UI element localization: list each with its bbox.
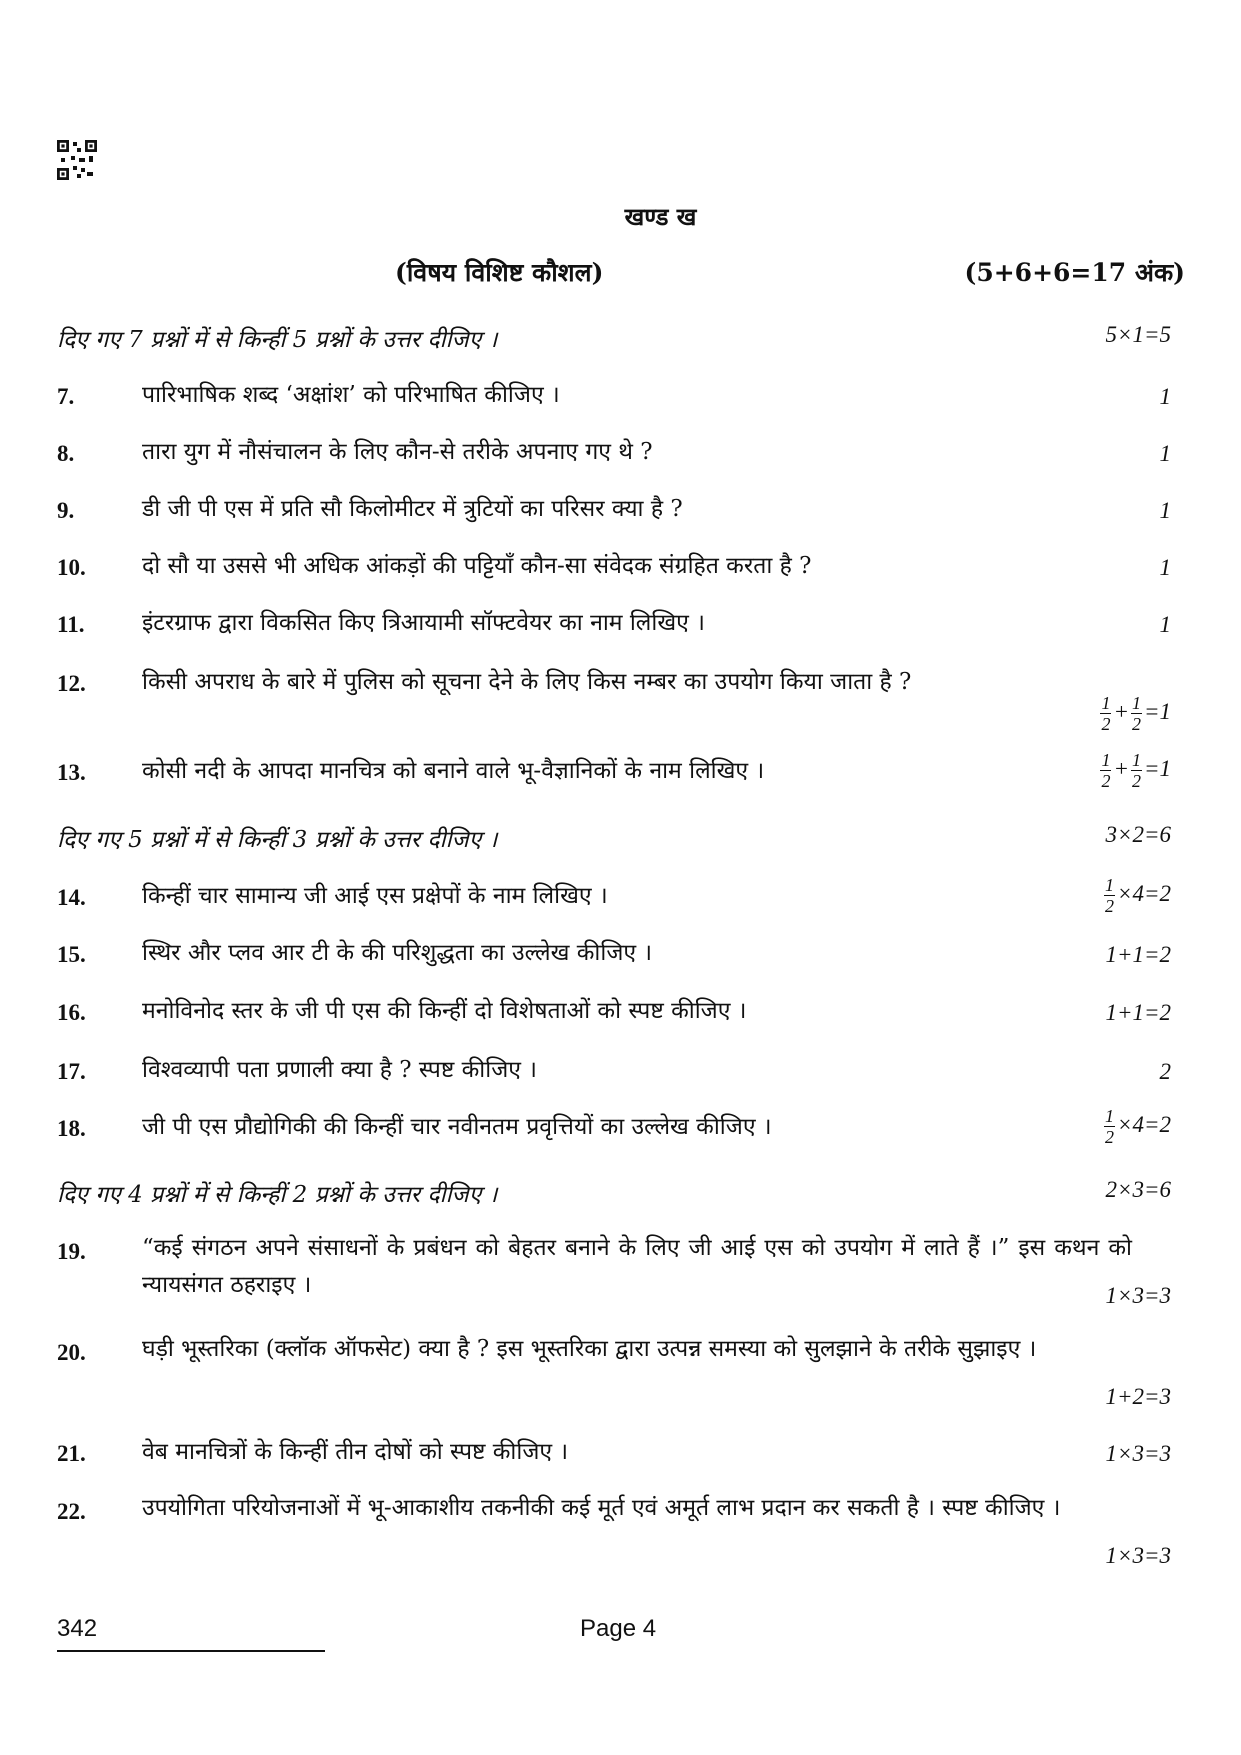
footer-divider [57, 1650, 325, 1652]
instruction-marks: 2×3=6 [1105, 1177, 1171, 1202]
question-marks [1102, 1106, 1171, 1147]
qr-code-icon [57, 140, 97, 180]
question-text: “कई संगठन अपने संसाधनों के प्रबंधन को बेहतर बनाने के लिए जी आई एस को उपयोग में लाते हैं ।” इस कथन को न्यायसंगत ठहराइए । [142, 1235, 1132, 1298]
page-number: Page 4 [580, 1615, 657, 1642]
question-number: 14. [57, 885, 86, 910]
fraction: $\frac{1}{2}$ [1131, 750, 1141, 791]
question-paper-code: 342 [57, 1615, 98, 1642]
question-marks: 1×3=3 [1105, 1441, 1171, 1466]
question-text: किन्हीं चार सामान्य जी आई एस प्रक्षेपों के नाम लिखिए । [142, 883, 608, 909]
question-text: डी जी पी एस में प्रति सौ किलोमीटर में त्रुटियों का परिसर क्या है ? [142, 496, 683, 522]
question-marks: 1 [1159, 384, 1171, 409]
fraction: $\frac{1}{2}$ [1104, 1106, 1114, 1147]
marks-total: ×4=2 [1116, 1111, 1171, 1137]
question-number: 15. [57, 942, 86, 967]
question-marks: 1 [1159, 441, 1171, 466]
question-marks [1098, 750, 1171, 791]
subject-title: (विषय विशिष्ट कौशल) [395, 258, 604, 287]
question-number: 17. [57, 1059, 86, 1084]
question-text: मनोविनोद स्तर के जी पी एस की किन्हीं दो विशेषताओं को स्पष्ट कीजिए । [142, 998, 747, 1024]
question-marks: 1×3=3 [1105, 1543, 1171, 1568]
instruction-marks: 5×1=5 [1105, 322, 1171, 347]
marks-total: =1 [1143, 755, 1171, 781]
instruction-text: दिए गए 5 प्रश्नों में से किन्हीं 3 प्रश्नों के उत्तर दीजिए । [57, 827, 498, 853]
question-number: 20. [57, 1340, 86, 1365]
question-text: कोसी नदी के आपदा मानचित्र को बनाने वाले भू-वैज्ञानिकों के नाम लिखिए । [142, 758, 765, 784]
question-marks [1102, 875, 1171, 916]
question-text: दो सौ या उससे भी अधिक आंकड़ों की पट्टियाँ कौन-सा संवेदक संग्रहित करता है ? [142, 553, 812, 579]
marks-total: ×4=2 [1116, 880, 1171, 906]
question-number: 21. [57, 1441, 86, 1466]
fraction: $\frac{1}{2}$ [1101, 750, 1111, 791]
question-text: जी पी एस प्रौद्योगिकी की किन्हीं चार नवीनतम प्रवृत्तियों का उल्लेख कीजिए । [142, 1114, 772, 1140]
instruction-text: दिए गए 4 प्रश्नों में से किन्हीं 2 प्रश्नों के उत्तर दीजिए । [57, 1182, 498, 1208]
question-text: स्थिर और प्लव आर टी के की परिशुद्धता का उल्लेख कीजिए । [142, 940, 653, 966]
question-text: विश्वव्यापी पता प्रणाली क्या है ? स्पष्ट कीजिए । [142, 1057, 538, 1083]
question-marks: 1+1=2 [1105, 1000, 1171, 1025]
question-text: घड़ी भूस्तरिका (क्लॉक ऑफसेट) क्या है ? इस भूस्तरिका द्वारा उत्पन्न समस्या को सुलझाने के तरीके सुझाइए । [142, 1336, 1037, 1362]
fraction: $\frac{1}{2}$ [1101, 693, 1111, 734]
question-number: 7. [57, 384, 75, 409]
question-text: किसी अपराध के बारे में पुलिस को सूचना देने के लिए किस नम्बर का उपयोग किया जाता है ? [142, 669, 912, 695]
question-number: 16. [57, 1000, 86, 1025]
instruction-text: दिए गए 7 प्रश्नों में से किन्हीं 5 प्रश्नों के उत्तर दीजिए । [57, 327, 498, 353]
fraction: $\frac{1}{2}$ [1104, 875, 1114, 916]
section-title: खण्ड ख [624, 202, 697, 231]
question-marks: 1 [1159, 498, 1171, 523]
question-number: 18. [57, 1116, 86, 1141]
question-marks: 1 [1159, 612, 1171, 637]
question-number: 8. [57, 441, 75, 466]
question-number: 12. [57, 671, 86, 696]
question-number: 11. [57, 612, 85, 637]
question-marks: 2 [1159, 1059, 1171, 1084]
question-number: 9. [57, 498, 75, 523]
question-text: वेब मानचित्रों के किन्हीं तीन दोषों को स्पष्ट कीजिए । [142, 1439, 569, 1465]
marks-plus: + [1113, 698, 1129, 724]
question-number: 13. [57, 760, 86, 785]
fraction: $\frac{1}{2}$ [1131, 693, 1141, 734]
question-marks: 1 [1159, 555, 1171, 580]
question-marks [1098, 693, 1171, 734]
question-marks: 1×3=3 [1105, 1283, 1171, 1308]
question-text: पारिभाषिक शब्द ‘अक्षांश’ को परिभाषित कीजिए । [142, 382, 560, 408]
question-text: उपयोगिता परियोजनाओं में भू-आकाशीय तकनीकी कई मूर्त एवं अमूर्त लाभ प्रदान कर सकती है । स्पष्ट कीजिए । [142, 1495, 1061, 1521]
section-total-marks: (5+6+6=17 अंक) [964, 258, 1185, 287]
question-number: 19. [57, 1239, 86, 1264]
question-number: 22. [57, 1499, 86, 1524]
question-marks: 1+1=2 [1105, 942, 1171, 967]
marks-plus: + [1113, 755, 1129, 781]
question-text: तारा युग में नौसंचालन के लिए कौन-से तरीके अपनाए गए थे ? [142, 439, 653, 465]
marks-total: =1 [1143, 698, 1171, 724]
instruction-marks: 3×2=6 [1105, 822, 1171, 847]
question-text: इंटरग्राफ द्वारा विकसित किए त्रिआयामी सॉफ्टवेयर का नाम लिखिए । [142, 610, 705, 636]
question-number: 10. [57, 555, 86, 580]
question-marks: 1+2=3 [1105, 1384, 1171, 1409]
